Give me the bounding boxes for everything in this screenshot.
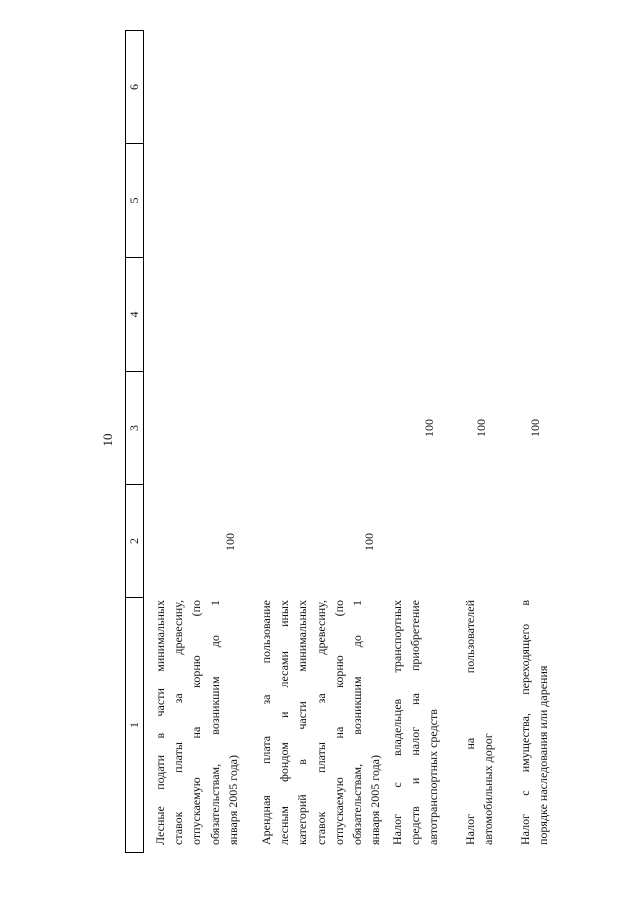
header-col-3: 3: [126, 371, 143, 484]
header-col-5: 5: [126, 143, 143, 257]
row-text-line: автомобильных дорог: [481, 733, 496, 845]
row-text-line: порядке наследования или дарения: [536, 665, 551, 845]
row-text-line: января 2005 года): [368, 755, 383, 845]
row-value: 100: [528, 419, 542, 437]
row-text-line: Арендная плата за пользование: [259, 600, 273, 845]
row-text-line: отпускаемую на корню (по: [331, 600, 346, 845]
row-text-line: лесным фондом и лесами иных: [277, 600, 292, 845]
header-col-6: 6: [127, 84, 141, 90]
row-text-line: ставок платы за древесину,: [171, 600, 186, 845]
table-row: [388, 600, 443, 845]
row-text-line: категорий в части минимальных: [295, 600, 310, 845]
row-text-line: Налог с владельцев транспортных: [390, 600, 404, 845]
row-text-line: обязательствам, возникшим до 1: [350, 600, 365, 845]
page-number: 10: [100, 433, 115, 447]
rotated-table: [85, 30, 605, 853]
row-text-line: отпускаемую на корню (по: [189, 600, 204, 845]
row-text-line: ставок платы за древесину,: [313, 600, 328, 845]
row-text-line: Налог с имущества, переходящего в: [518, 600, 532, 845]
row-value: 100: [223, 533, 237, 551]
header-col-4: 4: [126, 257, 143, 371]
row-text-line: средств и налог на приобретение: [408, 600, 423, 845]
row-text-line: автотранспортных средств: [426, 709, 441, 845]
table-header: [125, 30, 144, 853]
row-text-line: Лесные подати в части минимальных: [153, 600, 167, 845]
header-col-1: 1: [126, 597, 143, 852]
header-col-2: 2: [126, 484, 143, 597]
row-text-line: января 2005 года): [225, 755, 240, 845]
row-text-line: Налог на пользователей: [463, 600, 477, 845]
row-value: 100: [362, 533, 376, 551]
row-text-line: обязательствам, возникшим до 1: [207, 600, 222, 845]
table-row: [257, 600, 384, 845]
row-value: 100: [474, 419, 488, 437]
table-row: [151, 600, 242, 845]
table-row: [461, 600, 497, 845]
row-value: 100: [422, 419, 436, 437]
table-row: [516, 600, 552, 845]
